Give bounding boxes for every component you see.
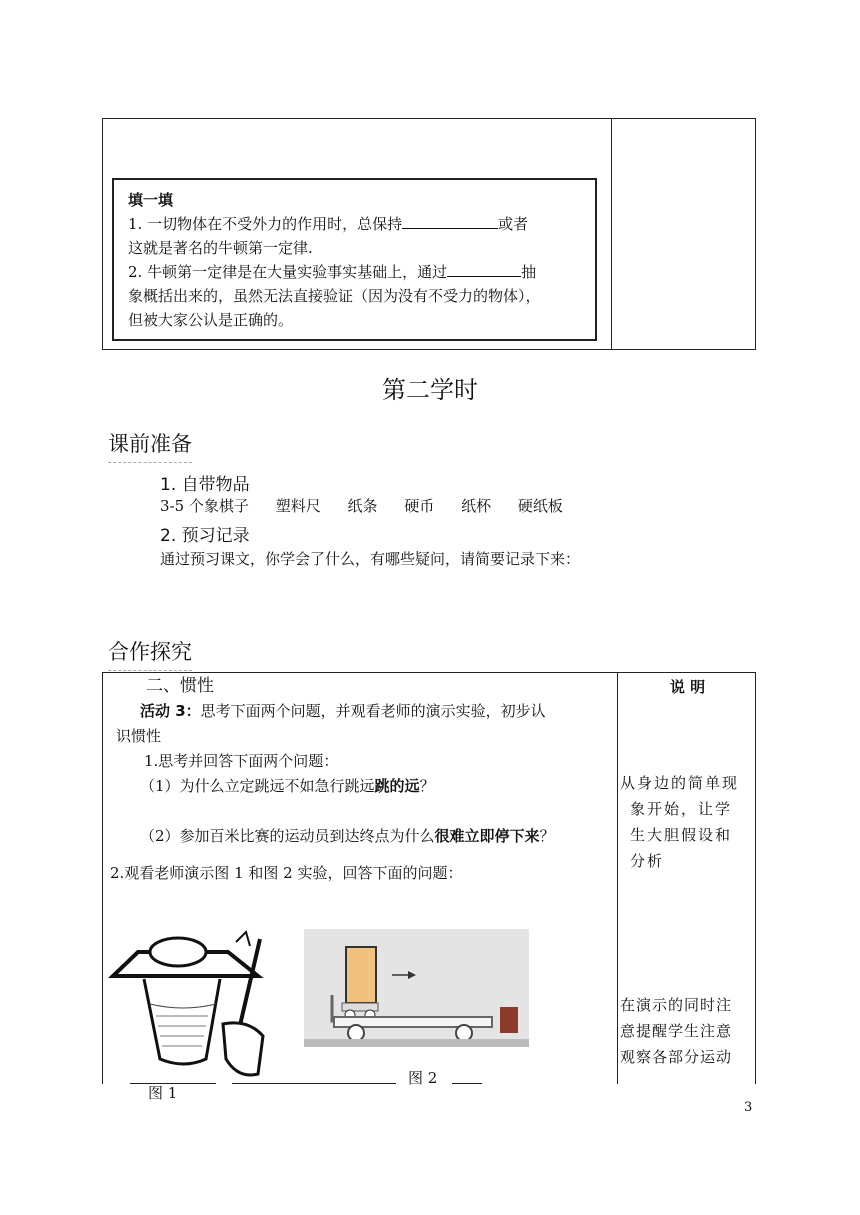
- prep-note: 通过预习课文，你学会了什么，有哪些疑问，请简要记录下来：: [160, 550, 581, 568]
- figure-2-illustration: [304, 929, 529, 1047]
- activity-line-2: 识惯性: [116, 727, 162, 745]
- note-1: 从身边的简单现 象开始，让学 生大胆假设和 分析: [620, 774, 740, 870]
- fill-in-line-4: 象概括出来的，虽然无法直接验证（因为没有不受力的物体），: [128, 287, 541, 305]
- item: 纸杯: [461, 497, 492, 515]
- note-2: 在演示的同时注 意提醒学生注意 观察各部分运动: [620, 996, 733, 1066]
- item: 硬币: [404, 497, 435, 515]
- right-column: [620, 674, 755, 1070]
- prep-heading: 课前准备: [108, 428, 192, 463]
- prep-items: [160, 495, 585, 516]
- figure-1-caption: 图 1: [148, 1084, 178, 1102]
- fill-in-line-5: 但被大家公认是正确的。: [128, 311, 294, 329]
- item: 3-5 个象棋子: [160, 497, 249, 515]
- question-3: 2.观看老师演示图 1 和图 2 实验，回答下面的问题：: [110, 864, 463, 882]
- table-divider: [617, 673, 618, 1084]
- fill-in-line-2: 这就是著名的牛顿第一定律.: [128, 239, 313, 257]
- question-1: （1）为什么立定跳远不如急行跳远跳的远？: [140, 777, 435, 795]
- prep-sub2: 2. 预习记录: [160, 526, 250, 546]
- figure-line: [232, 1083, 396, 1084]
- prep-sub1: 1. 自带物品: [160, 475, 250, 495]
- figure-2-caption: 图 2: [408, 1069, 438, 1087]
- activity-line: 活动 3：思考下面两个问题，并观看老师的演示实验，初步认: [140, 702, 546, 720]
- table-divider: [611, 119, 612, 349]
- figure-1-illustration: [108, 924, 278, 1086]
- figure-line: [452, 1083, 482, 1084]
- blank-1[interactable]: [402, 212, 498, 229]
- section-title: 第二学时: [382, 376, 478, 404]
- coop-heading: 合作探究: [108, 636, 192, 671]
- question-2: （2）参加百米比赛的运动员到达终点为什么很难立即停下来？: [140, 827, 555, 845]
- fill-in-box: [112, 178, 597, 341]
- item: 塑料尺: [275, 497, 321, 515]
- question-intro: 1.思考并回答下面两个问题：: [144, 752, 339, 770]
- fill-in-title: 填一填: [128, 191, 174, 209]
- item: 硬纸板: [517, 497, 563, 515]
- inertia-title: 二、惯性: [146, 676, 214, 696]
- fill-in-line-3: 2. 牛顿第一定律是在大量实验事实基础上，通过 抽: [128, 260, 581, 284]
- notes-header: 说 明: [669, 678, 706, 696]
- item: 纸条: [347, 497, 378, 515]
- blank-2[interactable]: [447, 260, 521, 277]
- fill-in-line-1: 1. 一切物体在不受外力的作用时，总保持 或者: [128, 212, 581, 236]
- page-number: 3: [744, 1100, 753, 1115]
- left-column: [104, 674, 612, 886]
